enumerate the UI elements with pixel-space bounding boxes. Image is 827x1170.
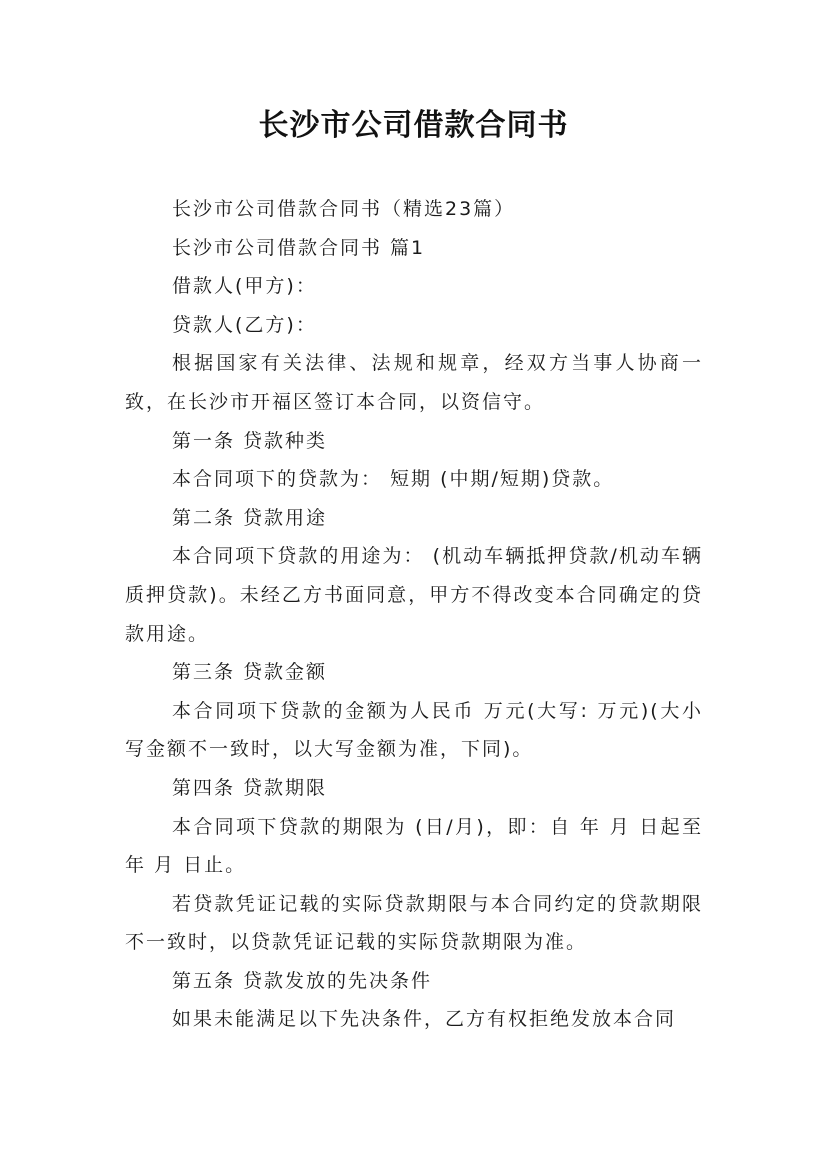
document-title: 长沙市公司借款合同书	[258, 108, 569, 143]
paragraph-term-note: 若贷款凭证记载的实际贷款期限与本合同约定的贷款期限不一致时，以贷款凭证记载的实际贷款期限为准。	[125, 892, 703, 954]
paragraph-lender: 贷款人(乙方)：	[172, 313, 317, 336]
section-heading-2: 第二条 贷款用途	[172, 506, 328, 529]
paragraph-borrower: 借款人(甲方)：	[172, 275, 317, 298]
section-heading-3: 第三条 贷款金额	[172, 661, 328, 684]
paragraph-preconditions: 如果未能满足以下先决条件，乙方有权拒绝发放本合同	[172, 1008, 677, 1031]
paragraph-preamble: 根据国家有关法律、法规和规章，经双方当事人协商一致，在长沙市开福区签订本合同，以资信守。	[125, 352, 703, 413]
paragraph-loan-amount: 本合同项下贷款的金额为人民币 万元(大写: 万元)(大小写金额不一致时，以大写金额为准，下同)。	[125, 699, 703, 761]
document-body	[125, 190, 703, 1039]
paragraph-subtitle: 长沙市公司借款合同书（精选23篇）	[172, 198, 516, 220]
section-heading-4: 第四条 贷款期限	[172, 776, 328, 799]
section-heading-1: 第一条 贷款种类	[172, 429, 328, 452]
paragraph-loan-type: 本合同项下的贷款为： 短期 (中期/短期)贷款。	[172, 468, 615, 491]
paragraph-article-heading: 长沙市公司借款合同书 篇1	[172, 236, 426, 259]
paragraph-loan-purpose: 本合同项下贷款的用途为： (机动车辆抵押贷款/机动车辆质押贷款)。未经乙方书面同意，甲方不得改变本合同确定的贷款用途。	[125, 545, 703, 645]
paragraph-loan-term: 本合同项下贷款的期限为 (日/月)，即：自 年 月 日起至 年 月 日止。	[125, 815, 703, 877]
section-heading-5: 第五条 贷款发放的先决条件	[172, 969, 433, 992]
